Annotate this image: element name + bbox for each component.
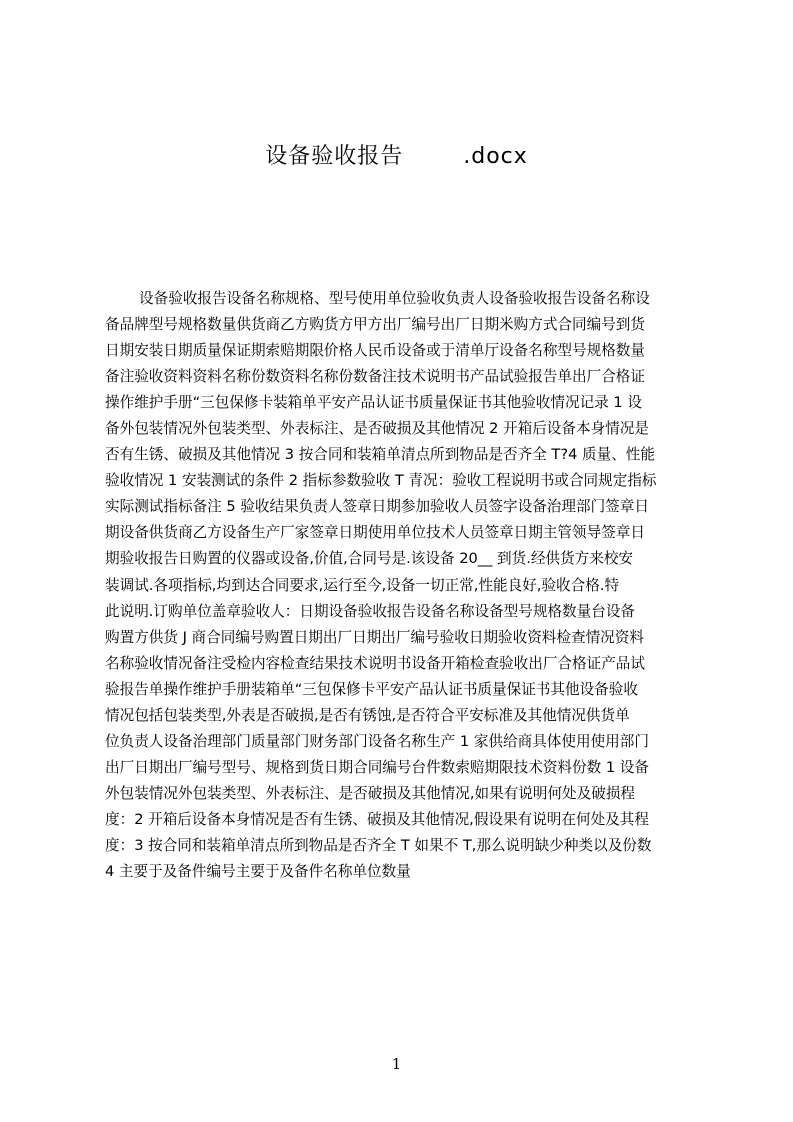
body-line: 度：2 开箱后设备本身情况是否有生锈、破损及其他情况,假设果有说明在何处及其程	[105, 810, 649, 828]
document-body	[105, 286, 699, 885]
body-line: 备注验收资料资料名称份数资料名称份数备注技术说明书产品试验报告单出厂合格证	[105, 368, 645, 386]
document-title-main: 设备验收报告	[265, 144, 404, 169]
body-line: 4 主要于及备件编号主要于及备件名称单位数量	[105, 863, 411, 881]
body-line: 备外包装情况外包装类型、外表标注、是否破损及其他情况 2 开箱后设备本身情况是	[105, 420, 649, 438]
body-line: 度：3 按合同和装箱单清点所到物品是否齐全 T 如果不 T,那么说明缺少种类以及份数	[105, 836, 652, 854]
body-line: 出厂日期出厂编号型号、规格到货日期合同编号台件数索赔期限技术资料份数 1 设备	[105, 758, 649, 776]
body-line: 位负责人设备治理部门质量部门财务部门设备名称生产 1 家供给商具体使用使用部门	[105, 732, 649, 750]
body-line: 验收情况 1 安装测试的条件 2 指标参数验收 T 青况：验收工程说明书或合同规定指标	[105, 472, 657, 490]
body-line: 名称验收情况备注受检内容检查结果技术说明书设备开箱检查验收出厂合格证产品试	[105, 654, 645, 672]
document-title	[0, 140, 793, 174]
body-line: 验报告单操作维护手册装箱单“三包保修卡平安产品认证书质量保证书其他设备验收	[105, 680, 638, 698]
body-line: 情况包括包装类型,外表是否破损,是否有锈蚀,是否符合平安标准及其他情况供货单	[105, 706, 630, 724]
body-line: 期验收报告日购置的仪器或设备,价值,合同号是.该设备 20__ 到货.经供货方来校安	[105, 550, 634, 568]
body-line: 操作维护手册“三包保修卡装箱单平安产品认证书质量保证书其他验收情况记录 1 设	[105, 394, 642, 412]
body-line: 日期安装日期质量保证期索赔期限价格人民币设备或于清单厅设备名称型号规格数量	[105, 342, 645, 360]
body-line: 此说明.订购单位盖章验收人：日期设备验收报告设备名称设备型号规格数量台设备	[105, 602, 636, 620]
body-line: 装调试.各项指标,均到达合同要求,运行至今,设备一切正常,性能良好,验收合格.特	[105, 576, 620, 594]
page-number: 1	[391, 1055, 402, 1073]
body-line: 否有生锈、破损及其他情况 3 按合同和装箱单清点所到物品是否齐全 T?4 质量、性能	[105, 446, 655, 464]
body-line: 实际测试指标备注 5 验收结果负责人签章日期参加验收人员签字设备治理部门签章日	[105, 498, 649, 516]
body-line: 备品牌型号规格数量供货商乙方购货方甲方出厂编号出厂日期米购方式合同编号到货	[105, 316, 645, 334]
body-line: 期设备供货商乙方设备生产厂家签章日期使用单位技术人员签章日期主管领导签章日	[105, 524, 645, 542]
document-title-extension: .docx	[463, 144, 528, 169]
body-line: 外包装情况外包装类型、外表标注、是否破损及其他情况,如果有说明何处及破损程	[105, 784, 636, 802]
body-line: 设备验收报告设备名称规格、型号使用单位验收负责人设备验收报告设备名称设	[139, 290, 650, 307]
body-line: 购置方供货 J 商合同编号购置日期出厂日期出厂编号验收日期验收资料检查情况资料	[105, 628, 644, 646]
